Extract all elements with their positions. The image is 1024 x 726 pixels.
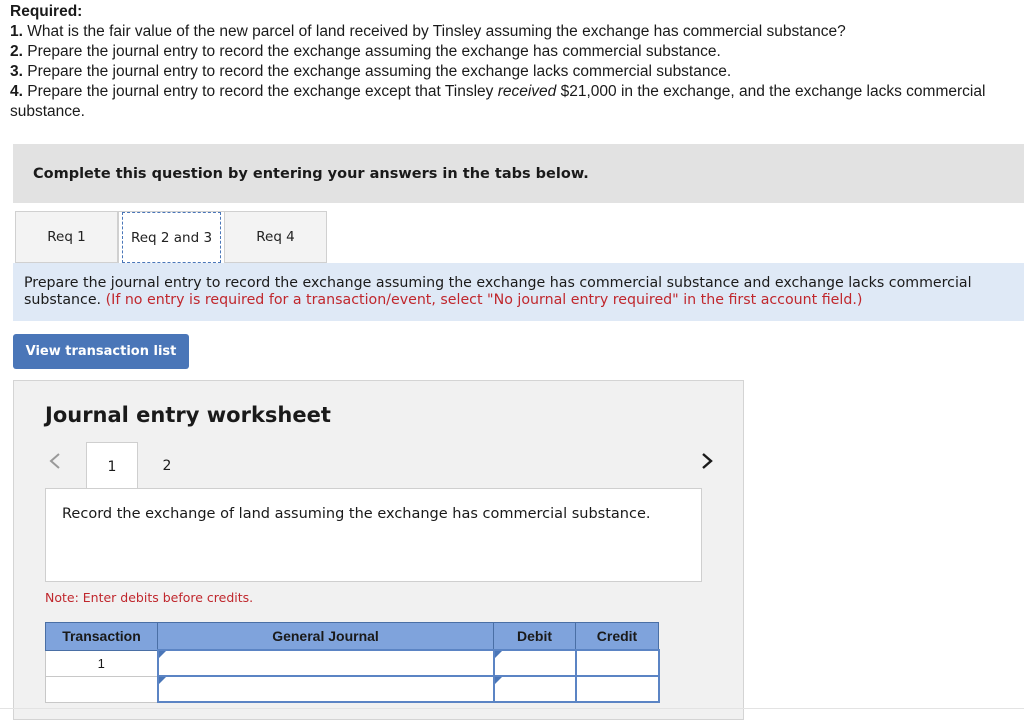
requirement-2: 2. Prepare the journal entry to record the exchange assuming the exchange has commercial substance.	[10, 43, 721, 60]
tab-label: Req 2 and 3	[130, 229, 213, 246]
table-row	[46, 650, 659, 676]
journal-table	[45, 622, 660, 703]
worksheet-page-2[interactable]: 2	[162, 457, 172, 474]
requirement-3: 3. Prepare the journal entry to record the exchange assuming the exchange lacks commercial substance.	[10, 63, 732, 80]
worksheet-title: Journal entry worksheet	[45, 403, 331, 427]
account-select[interactable]	[158, 650, 494, 676]
requirement-1: 1. What is the fair value of the new parcel of land received by Tinsley assuming the exchange has commercial substance?	[10, 23, 846, 40]
header-transaction: Transaction	[46, 623, 158, 651]
account-select[interactable]	[158, 676, 494, 702]
table-header-row	[46, 623, 659, 651]
requirement-4: 4. Prepare the journal entry to record the exchange except that Tinsley received $21,000 in the exchange, and the exchange lacks commercial substance.	[10, 83, 986, 120]
instructions-banner	[13, 144, 1024, 203]
chevron-right-icon[interactable]	[698, 451, 716, 471]
entry-description: Record the exchange of land assuming the exchange has commercial substance.	[45, 488, 702, 582]
debit-input[interactable]	[494, 676, 576, 702]
view-transaction-list-button[interactable]: View transaction list	[13, 334, 189, 369]
dropdown-corner-icon	[159, 651, 166, 658]
journal-entry-worksheet	[13, 380, 744, 720]
tab-req-2-and-3[interactable]	[118, 211, 225, 263]
transaction-number: 1	[46, 650, 158, 676]
dropdown-corner-icon	[495, 651, 502, 658]
instruction-text: Prepare the journal entry to record the exchange assuming the exchange has commercial substance and exchange lacks commercial substance.	[24, 275, 972, 308]
tab-req-1[interactable]: Req 1	[15, 211, 118, 263]
worksheet-page-1[interactable]: 1	[86, 442, 138, 490]
required-title: Required:	[10, 3, 83, 20]
debit-input[interactable]	[494, 650, 576, 676]
tab-instruction	[13, 263, 1024, 321]
header-debit: Debit	[494, 623, 576, 651]
banner-text: Complete this question by entering your answers in the tabs below.	[33, 165, 589, 182]
instruction-note: (If no entry is required for a transaction/event, select "No journal entry required" in the first account field.)	[105, 292, 863, 308]
requirements-block	[10, 2, 1015, 122]
transaction-number	[46, 676, 158, 702]
header-credit: Credit	[576, 623, 659, 651]
header-general-journal: General Journal	[158, 623, 494, 651]
chevron-left-icon[interactable]	[46, 451, 64, 471]
tab-focus-outline	[122, 212, 221, 263]
dropdown-corner-icon	[159, 677, 166, 684]
debit-credit-note: Note: Enter debits before credits.	[45, 590, 254, 605]
credit-input[interactable]	[576, 676, 659, 702]
requirement-tabs	[15, 211, 327, 263]
dropdown-corner-icon	[495, 677, 502, 684]
credit-input[interactable]	[576, 650, 659, 676]
table-row	[46, 676, 659, 702]
divider	[0, 708, 1024, 709]
tab-req-4[interactable]: Req 4	[225, 211, 327, 263]
